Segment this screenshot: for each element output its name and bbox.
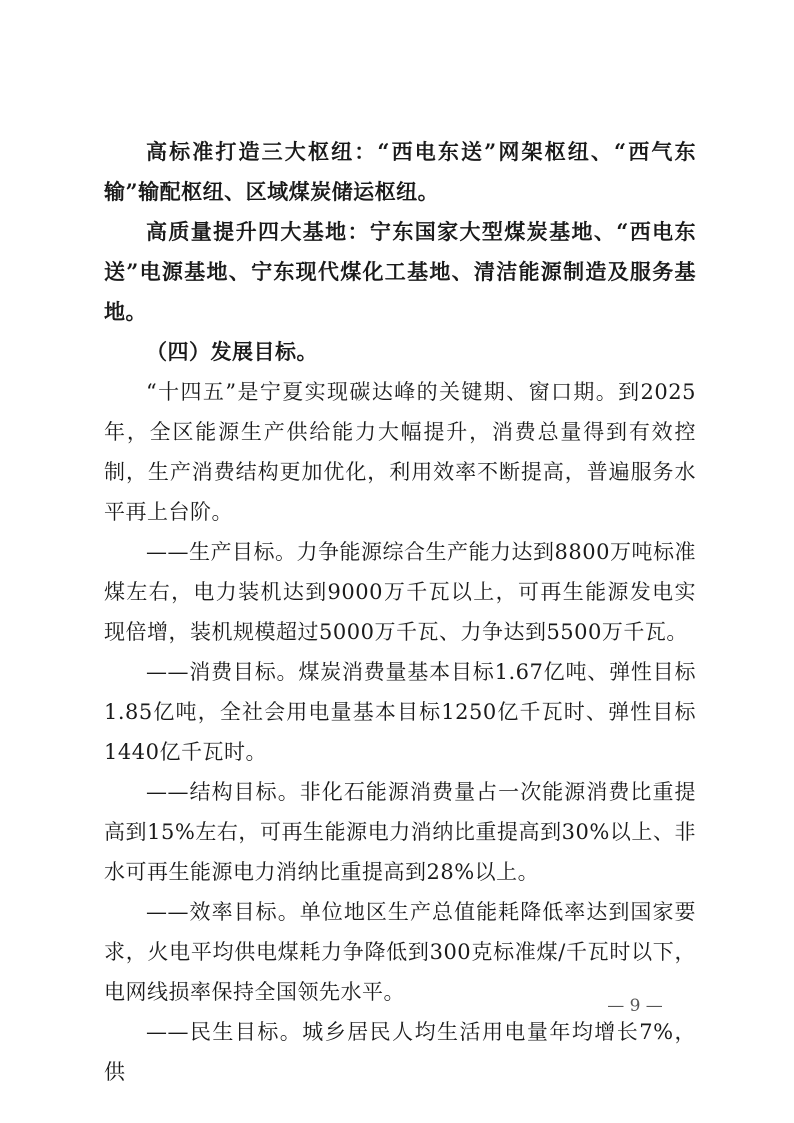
paragraph-hubs: 高标准打造三大枢纽：“西电东送”网架枢纽、“西气东输”输配枢纽、区域煤炭储运枢纽。	[104, 139, 696, 204]
paragraph-efficiency-target: ——效率目标。单位地区生产总值能耗降低率达到国家要求，火电平均供电煤耗力争降低到300克标准煤/千瓦时以下，电网线损率保持全国领先水平。	[104, 900, 696, 1004]
section-heading: （四）发展目标。	[146, 339, 318, 364]
paragraph-livelihood-target: ——民生目标。城乡居民人均生活用电量年均增长7%，供	[104, 1020, 696, 1084]
paragraph-structure-target: ——结构目标。非化石能源消费量占一次能源消费比重提高到15%左右，可再生能源电力消纳比重提高到30%以上、非水可再生能源电力消纳比重提高到28%以上。	[104, 780, 696, 884]
paragraph-production-target: ——生产目标。力争能源综合生产能力达到8800万吨标准煤左右，电力装机达到9000万千瓦以上，可再生能源发电实现倍增，装机规模超过5000万千瓦、力争达到5500万千瓦。	[104, 540, 696, 644]
body-text	[104, 132, 696, 1092]
page-number: — 9 —	[607, 996, 663, 1016]
paragraph-intro: “十四五”是宁夏实现碳达峰的关键期、窗口期。到2025年，全区能源生产供给能力大幅提升，消费总量得到有效控制，生产消费结构更加优化，利用效率不断提高，普遍服务水平再上台阶。	[104, 380, 696, 524]
paragraph-consumption-target: ——消费目标。煤炭消费量基本目标1.67亿吨、弹性目标1.85亿吨，全社会用电量基本目标1250亿千瓦时、弹性目标1440亿千瓦时。	[104, 660, 696, 764]
paragraph-bases: 高质量提升四大基地：宁东国家大型煤炭基地、“西电东送”电源基地、宁东现代煤化工基地、清洁能源制造及服务基地。	[104, 219, 696, 324]
